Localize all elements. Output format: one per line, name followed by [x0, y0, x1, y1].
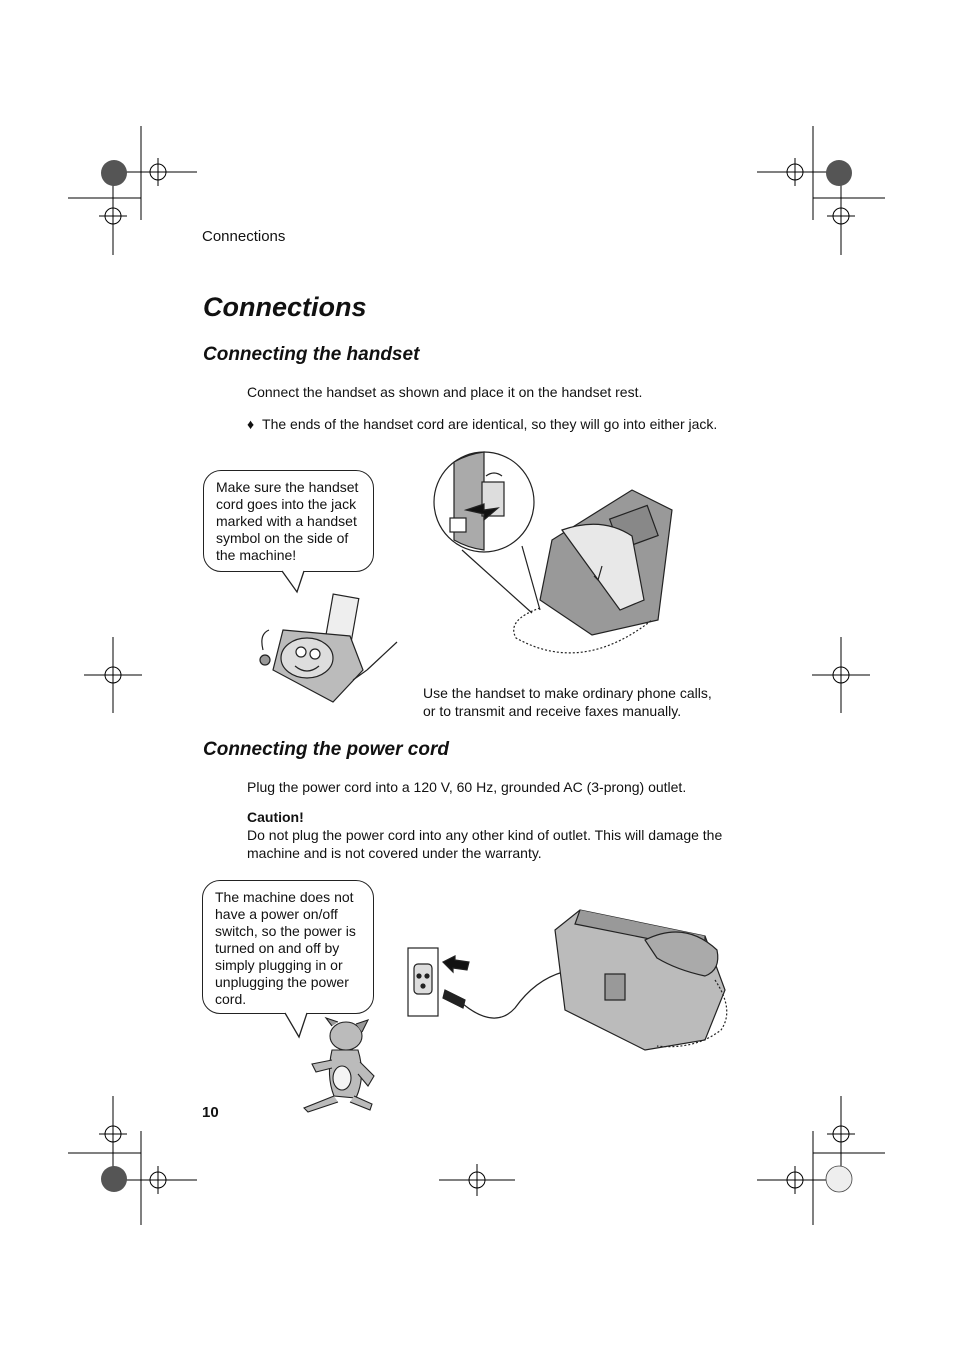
power-intro: Plug the power cord into a 120 V, 60 Hz, grounded AC (3-prong) outlet. — [247, 779, 687, 795]
power-callout-bubble — [202, 880, 374, 1014]
handset-callout-text: Make sure the handset cord goes into the jack marked with a handset symbol on the side of the machine! — [216, 479, 359, 563]
caution-text: Do not plug the power cord into any other kind of outlet. This will damage the machine and is not covered under the warranty. — [247, 827, 723, 861]
power-section-heading: Connecting the power cord — [203, 739, 449, 760]
handset-connection-illustration — [432, 450, 672, 680]
power-cord-illustration — [405, 900, 745, 1060]
dog-mascot-illustration — [298, 1016, 388, 1116]
handset-caption-line2: or to transmit and receive faxes manually. — [423, 703, 682, 719]
handset-bullet-text: The ends of the handset cord are identical, so they will go into either jack. — [262, 416, 718, 432]
handset-intro: Connect the handset as shown and place it on the handset rest. — [247, 384, 643, 400]
handset-section-heading: Connecting the handset — [203, 344, 420, 365]
running-header: Connections — [202, 228, 286, 245]
power-callout-text: The machine does not have a power on/off switch, so the power is turned on and off by simply plugging in or unplugging the power cord. — [215, 889, 356, 1007]
handset-bullet — [247, 415, 717, 433]
handset-callout-bubble — [203, 470, 374, 572]
caution-title: Caution! — [247, 809, 304, 825]
page-title: Connections — [203, 292, 367, 322]
handset-caption-line1: Use the handset to make ordinary phone calls, — [423, 685, 712, 701]
diamond-bullet-icon: ♦ — [247, 416, 255, 432]
page-number: 10 — [202, 1104, 219, 1121]
fax-mascot-illustration — [255, 590, 405, 710]
